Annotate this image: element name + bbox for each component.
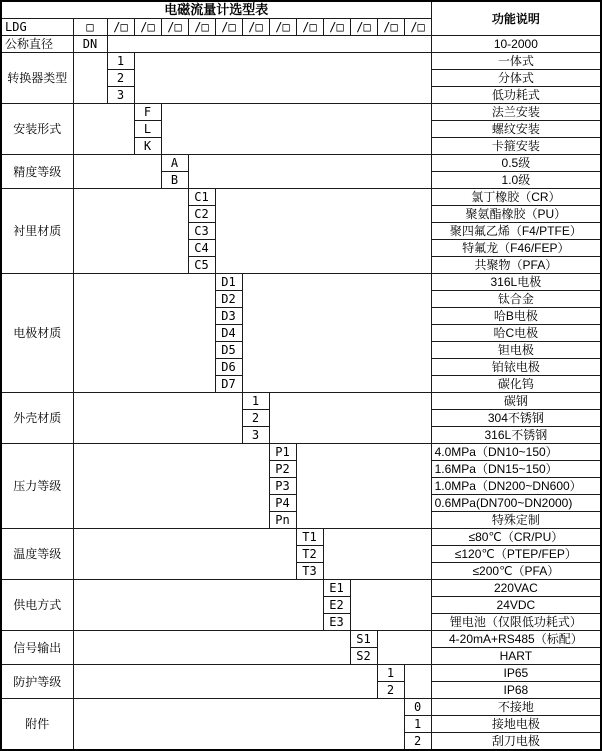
group-label: 防护等级 xyxy=(1,665,73,699)
desc-cell: 法兰安装 xyxy=(431,104,601,121)
code-cell: 1 xyxy=(404,716,431,733)
desc-cell: 铂铱电极 xyxy=(431,359,601,376)
desc-cell: 一体式 xyxy=(431,53,601,70)
spacer-cell xyxy=(73,189,188,274)
desc-cell: 304不锈钢 xyxy=(431,410,601,427)
desc-cell: 220VAC xyxy=(431,580,601,597)
desc-cell: 卡箍安装 xyxy=(431,138,601,155)
desc-cell: 0.6MPa(DN700~DN2000) xyxy=(431,495,601,512)
desc-cell: 24VDC xyxy=(431,597,601,614)
spacer-cell xyxy=(323,529,431,580)
code-cell: D6 xyxy=(215,359,242,376)
code-cell: E3 xyxy=(323,614,350,631)
code-cell: 2 xyxy=(377,682,404,699)
desc-cell: 4-20mA+RS485（标配） xyxy=(431,631,601,648)
code-cell: 3 xyxy=(242,427,269,444)
model-slot: /□ xyxy=(296,19,323,36)
desc-cell: 1.6MPa（DN15~150） xyxy=(431,461,601,478)
code-cell: P3 xyxy=(269,478,296,495)
spacer-cell xyxy=(107,36,431,53)
desc-cell: HART xyxy=(431,648,601,665)
code-cell: K xyxy=(134,138,161,155)
desc-cell: 哈B电极 xyxy=(431,308,601,325)
desc-cell: ≤80℃（CR/PU） xyxy=(431,529,601,546)
spacer-cell xyxy=(350,580,431,631)
desc-cell: 接地电极 xyxy=(431,716,601,733)
model-slot: /□ xyxy=(188,19,215,36)
desc-cell: 共聚物（PFA） xyxy=(431,257,601,274)
code-cell: 0 xyxy=(404,699,431,716)
code-cell: E2 xyxy=(323,597,350,614)
spacer-cell xyxy=(73,104,134,155)
spacer-cell xyxy=(242,274,431,393)
desc-cell: 316L不锈钢 xyxy=(431,427,601,444)
model-slot: /□ xyxy=(350,19,377,36)
desc-cell: 聚氨酯橡胶（PU） xyxy=(431,206,601,223)
desc-cell: 刮刀电极 xyxy=(431,733,601,751)
group-label: 信号输出 xyxy=(1,631,73,665)
code-cell: D5 xyxy=(215,342,242,359)
model-slot: /□ xyxy=(377,19,404,36)
spacer-cell xyxy=(73,155,161,189)
model-slot: /□ xyxy=(134,19,161,36)
code-cell: E1 xyxy=(323,580,350,597)
code-cell: 2 xyxy=(107,70,134,87)
code-cell: C1 xyxy=(188,189,215,206)
code-cell: C5 xyxy=(188,257,215,274)
code-cell: D7 xyxy=(215,376,242,393)
code-cell: 2 xyxy=(404,733,431,751)
spacer-cell xyxy=(215,189,431,274)
spacer-cell xyxy=(73,53,107,104)
desc-cell: 4.0MPa（DN10~150） xyxy=(431,444,601,461)
code-cell: T1 xyxy=(296,529,323,546)
group-label: 压力等级 xyxy=(1,444,73,529)
code-cell: D4 xyxy=(215,325,242,342)
desc-cell: 氯丁橡胶（CR） xyxy=(431,189,601,206)
spacer-cell xyxy=(161,104,431,155)
desc-cell: 10-2000 xyxy=(431,36,601,53)
desc-cell: 特氟龙（F46/FEP） xyxy=(431,240,601,257)
table-title: 电磁流量计选型表 xyxy=(1,1,431,19)
group-label: 安装形式 xyxy=(1,104,73,155)
code-cell: A xyxy=(161,155,188,172)
code-cell: 3 xyxy=(107,87,134,104)
group-label: 外壳材质 xyxy=(1,393,73,444)
code-cell: D2 xyxy=(215,291,242,308)
desc-cell: 分体式 xyxy=(431,70,601,87)
desc-cell: 钛合金 xyxy=(431,291,601,308)
model-slot: /□ xyxy=(404,19,431,36)
spacer-cell xyxy=(134,53,431,104)
group-label: 转换器类型 xyxy=(1,53,73,104)
desc-cell: 低功耗式 xyxy=(431,87,601,104)
model-prefix: LDG xyxy=(1,19,73,36)
code-cell: 2 xyxy=(242,410,269,427)
spacer-cell xyxy=(188,155,431,189)
spacer-cell xyxy=(73,274,215,393)
model-slot: /□ xyxy=(242,19,269,36)
group-label: 精度等级 xyxy=(1,155,73,189)
model-slot: /□ xyxy=(107,19,134,36)
desc-cell: 特殊定制 xyxy=(431,512,601,529)
code-cell: P1 xyxy=(269,444,296,461)
desc-cell: 1.0级 xyxy=(431,172,601,189)
code-cell: C3 xyxy=(188,223,215,240)
desc-cell: IP65 xyxy=(431,665,601,682)
spacer-cell xyxy=(269,393,431,444)
desc-cell: ≤200℃（PFA） xyxy=(431,563,601,580)
code-cell: Pn xyxy=(269,512,296,529)
code-cell: D1 xyxy=(215,274,242,291)
model-slot: /□ xyxy=(161,19,188,36)
spacer-cell xyxy=(73,580,323,631)
desc-cell: 哈C电极 xyxy=(431,325,601,342)
desc-cell: 不接地 xyxy=(431,699,601,716)
spacer-cell xyxy=(73,529,296,580)
code-cell: P2 xyxy=(269,461,296,478)
spacer-cell xyxy=(404,665,431,699)
code-cell: 1 xyxy=(107,53,134,70)
code-cell: L xyxy=(134,121,161,138)
desc-cell: 1.0MPa（DN200~DN600） xyxy=(431,478,601,495)
model-slot: /□ xyxy=(323,19,350,36)
group-label: 衬里材质 xyxy=(1,189,73,274)
spacer-cell xyxy=(296,444,431,529)
spacer-cell xyxy=(73,631,350,665)
group-label: 附件 xyxy=(1,699,73,751)
code-cell: S2 xyxy=(350,648,377,665)
code-cell: C4 xyxy=(188,240,215,257)
code-cell: D3 xyxy=(215,308,242,325)
code-cell: B xyxy=(161,172,188,189)
desc-cell: 316L电极 xyxy=(431,274,601,291)
group-label: 供电方式 xyxy=(1,580,73,631)
spacer-cell xyxy=(73,444,269,529)
code-cell: C2 xyxy=(188,206,215,223)
code-cell: S1 xyxy=(350,631,377,648)
row-label-diameter: 公称直径 xyxy=(1,36,73,53)
spacer-cell xyxy=(377,631,431,665)
group-label: 电极材质 xyxy=(1,274,73,393)
code-cell: DN xyxy=(73,36,107,53)
code-cell: F xyxy=(134,104,161,121)
code-cell: T3 xyxy=(296,563,323,580)
desc-cell: ≤120℃（PTEP/FEP） xyxy=(431,546,601,563)
desc-cell: IP68 xyxy=(431,682,601,699)
model-slot: /□ xyxy=(269,19,296,36)
desc-cell: 0.5级 xyxy=(431,155,601,172)
desc-cell: 钽电极 xyxy=(431,342,601,359)
desc-cell: 螺纹安装 xyxy=(431,121,601,138)
desc-cell: 碳钢 xyxy=(431,393,601,410)
spacer-cell xyxy=(73,665,377,699)
model-slot: /□ xyxy=(215,19,242,36)
desc-cell: 锂电池（仅限低功耗式） xyxy=(431,614,601,631)
code-cell: 1 xyxy=(377,665,404,682)
group-label: 温度等级 xyxy=(1,529,73,580)
code-cell: P4 xyxy=(269,495,296,512)
function-column-header: 功能说明 xyxy=(431,1,601,36)
code-cell: T2 xyxy=(296,546,323,563)
code-cell: 1 xyxy=(242,393,269,410)
model-first-box: □ xyxy=(73,19,107,36)
desc-cell: 聚四氟乙烯（F4/PTFE） xyxy=(431,223,601,240)
desc-cell: 碳化钨 xyxy=(431,376,601,393)
spacer-cell xyxy=(73,393,242,444)
spacer-cell xyxy=(73,699,404,751)
